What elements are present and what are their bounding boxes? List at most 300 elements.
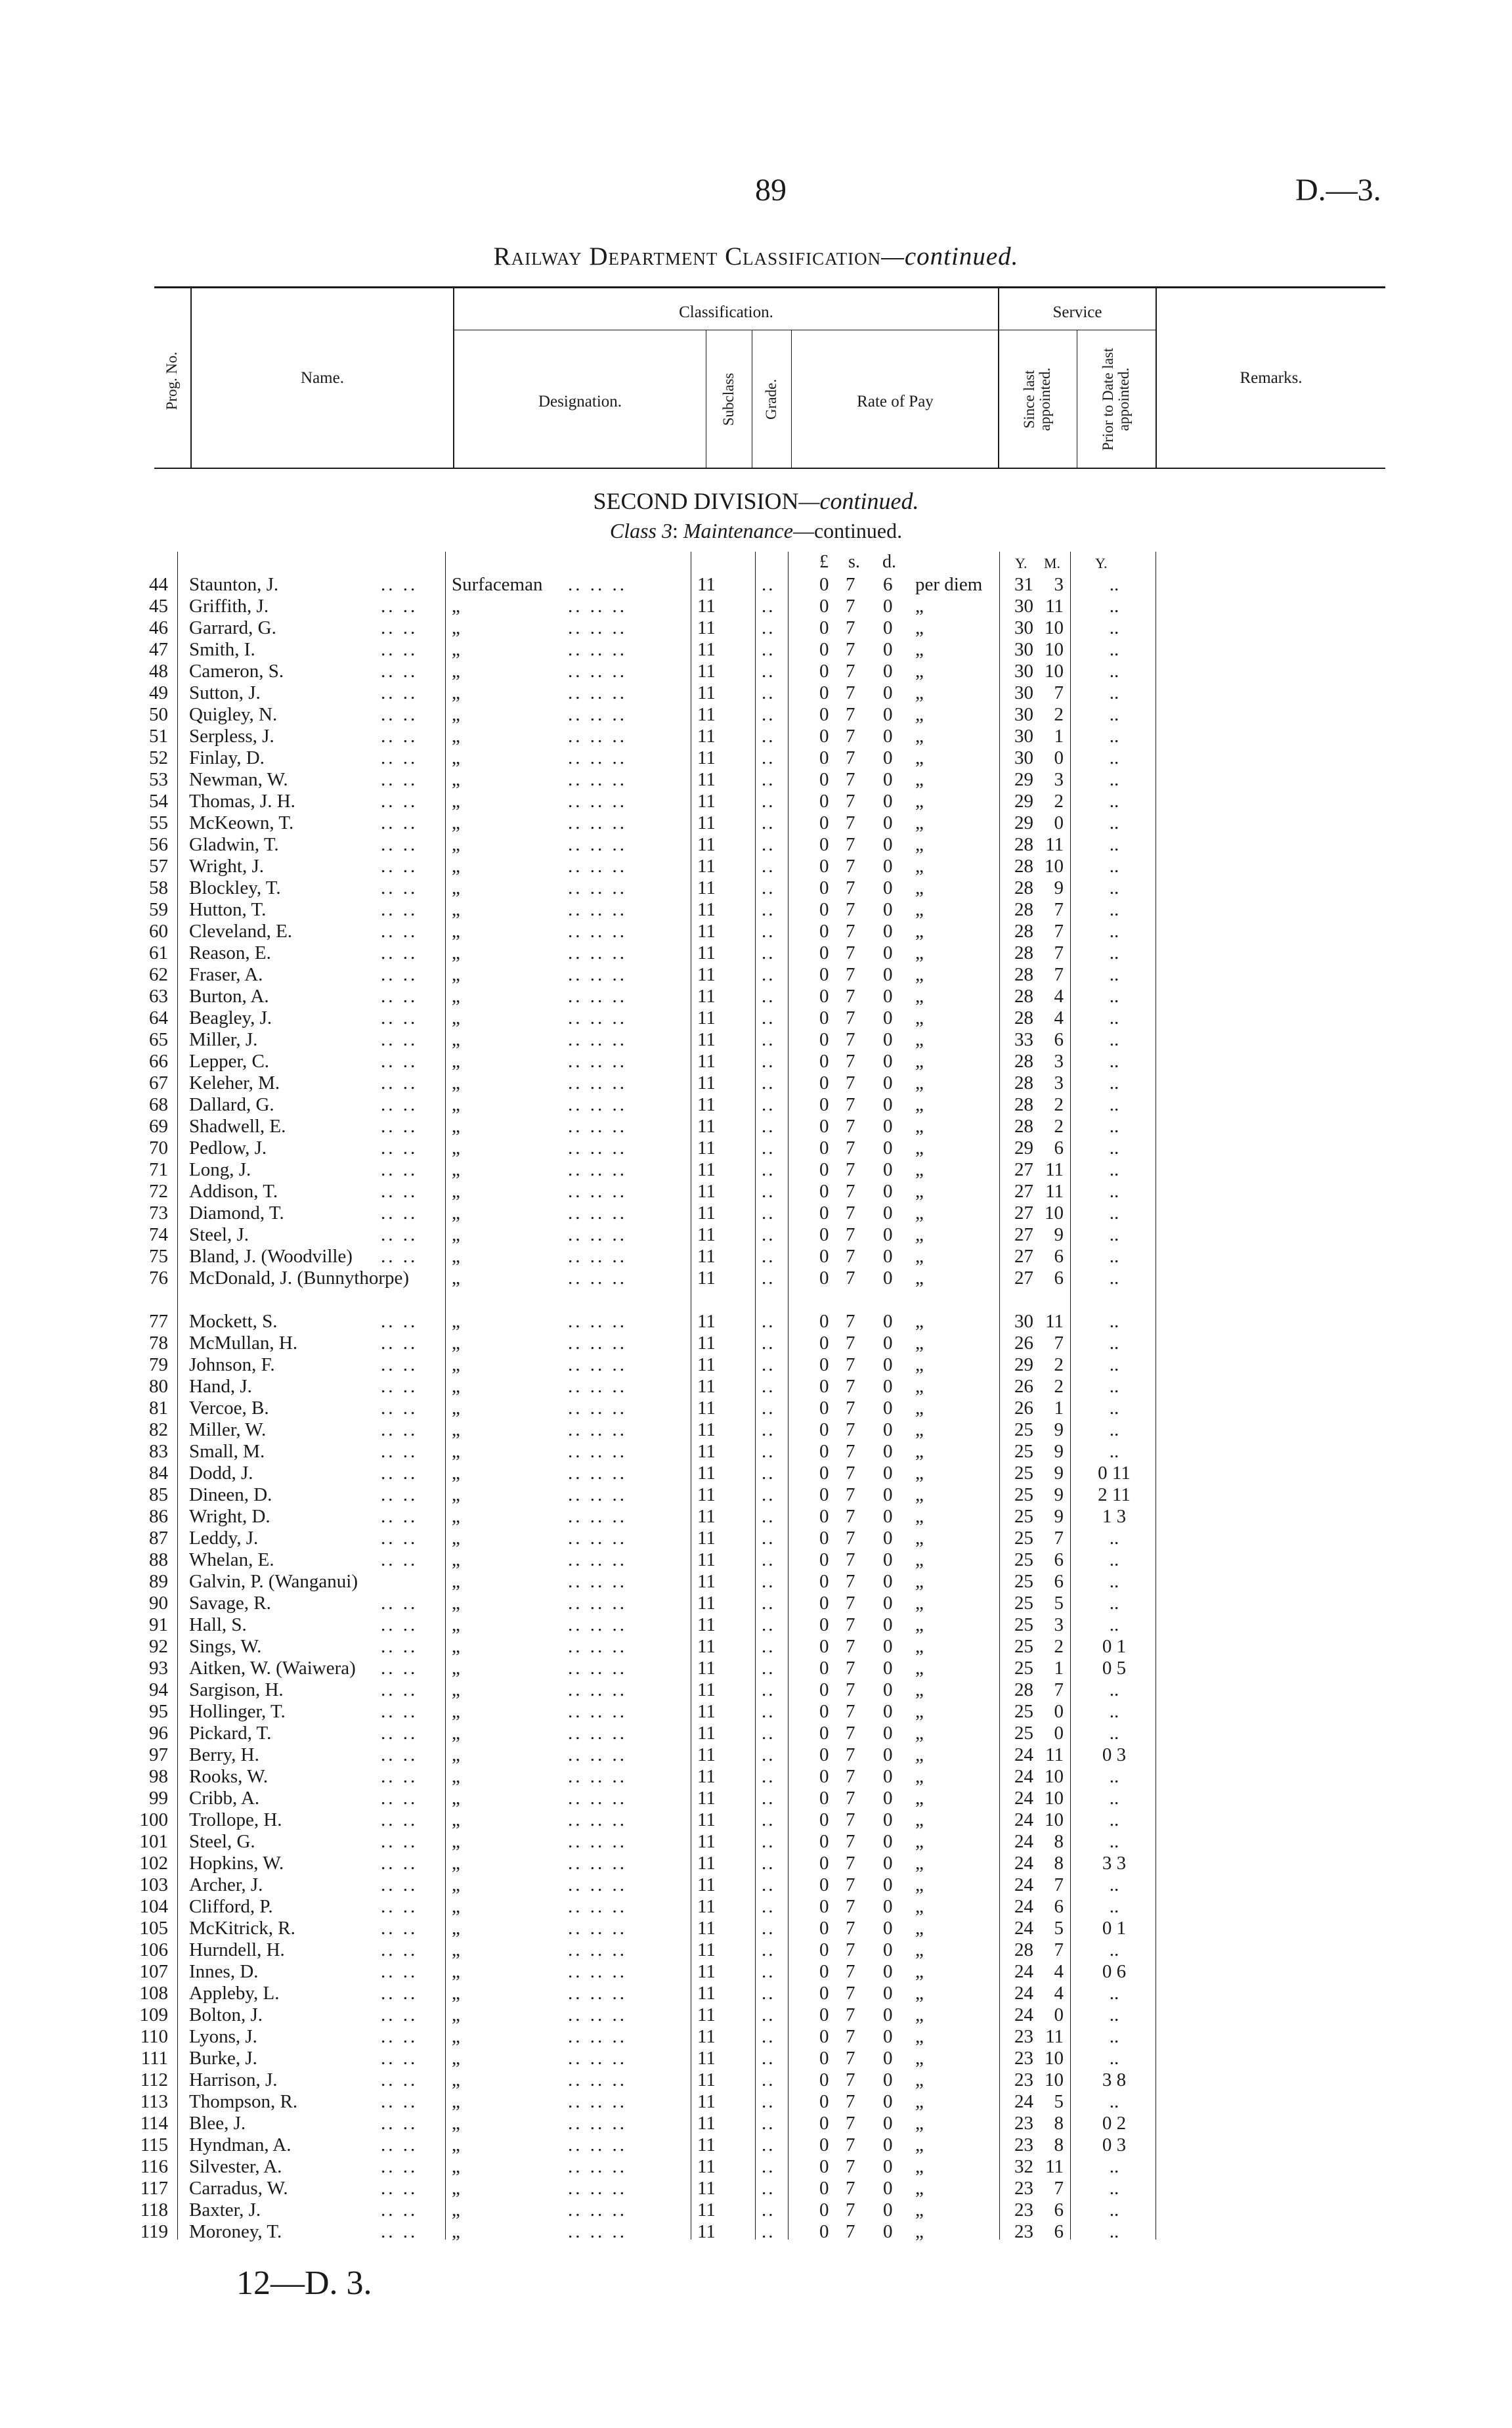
subclass-cell: 11 <box>697 791 716 812</box>
prog-no-cell: 51 <box>149 726 168 747</box>
col-header-classification: Classification. <box>679 303 773 321</box>
leader-dots: .. .. <box>381 661 418 682</box>
pay-per-cell: „ <box>915 1853 924 1874</box>
prog-no-cell: 84 <box>149 1463 168 1484</box>
pay-pence-cell: 0 <box>883 942 893 963</box>
designation-cell: „ <box>452 2178 460 2199</box>
table-row <box>0 1311 1512 1333</box>
leader-dots: .. .. .. <box>568 1679 627 1700</box>
name-cell: Johnson, F. <box>189 1354 275 1375</box>
designation-cell: „ <box>452 1224 460 1245</box>
prior-service-cell: .. <box>1109 1441 1119 1462</box>
service-years-cell: 29 <box>1014 791 1033 812</box>
table-row <box>0 596 1512 617</box>
leader-dots: .. .. <box>381 2156 418 2177</box>
designation-cell: „ <box>452 877 460 898</box>
prog-no-cell: 88 <box>149 1549 168 1570</box>
pay-pence-cell: 6 <box>883 574 893 595</box>
subclass-cell: 11 <box>697 1051 716 1072</box>
pay-shillings-cell: 7 <box>846 1268 855 1289</box>
service-months-cell: 9 <box>1054 1441 1064 1462</box>
prior-service-cell: .. <box>1109 1116 1119 1137</box>
leader-dots: .. .. <box>381 1766 418 1787</box>
subclass-cell: 11 <box>697 2221 716 2242</box>
leader-dots: .. .. .. <box>568 1918 627 1939</box>
name-cell: Pedlow, J. <box>189 1137 267 1159</box>
subclass-cell: 11 <box>697 899 716 920</box>
leader-dots: .. .. .. <box>568 661 627 682</box>
leader-dots: .. .. .. <box>568 2199 627 2220</box>
leader-dots: .. .. <box>381 2069 418 2090</box>
designation-cell: „ <box>452 1419 460 1440</box>
service-months-cell: 2 <box>1054 1116 1064 1137</box>
table-row <box>0 1549 1512 1571</box>
service-months-cell: 9 <box>1054 1506 1064 1527</box>
pay-pounds-cell: 0 <box>819 1983 829 2004</box>
subclass-cell: 11 <box>697 964 716 985</box>
designation-cell: „ <box>452 704 460 725</box>
leader-dots: .. .. .. <box>568 1159 627 1180</box>
pay-pounds-cell: 0 <box>819 1463 829 1484</box>
designation-cell: „ <box>452 1181 460 1202</box>
designation-cell: „ <box>452 1961 460 1982</box>
leader-dots: .. <box>762 2134 775 2155</box>
leader-dots: .. <box>762 1571 775 1592</box>
table-row <box>0 1939 1512 1961</box>
name-cell: Lyons, J. <box>189 2026 257 2047</box>
leader-dots: .. .. .. <box>568 1658 627 1679</box>
pay-shillings-cell: 7 <box>846 1159 855 1180</box>
pay-pounds-cell: 0 <box>819 617 829 638</box>
service-months-cell: 9 <box>1054 1224 1064 1245</box>
service-years-cell: 28 <box>1014 964 1033 985</box>
service-years-cell: 25 <box>1014 1593 1033 1614</box>
name-cell: Burton, A. <box>189 986 269 1007</box>
leader-dots: .. .. <box>381 1831 418 1852</box>
col-header-grade: Grade. <box>762 379 779 420</box>
col-header-designation: Designation. <box>538 393 622 410</box>
subclass-cell: 11 <box>697 639 716 660</box>
subclass-cell: 11 <box>697 1961 716 1982</box>
pay-per-cell: „ <box>915 1137 924 1159</box>
table-row <box>0 1658 1512 1679</box>
pay-shillings-cell: 7 <box>846 1354 855 1375</box>
pay-per-cell: „ <box>915 899 924 920</box>
table-row <box>0 986 1512 1007</box>
prog-no-cell: 62 <box>149 964 168 985</box>
pay-pounds-cell: 0 <box>819 921 829 942</box>
leader-dots: .. <box>762 1939 775 1960</box>
designation-cell: „ <box>452 1874 460 1895</box>
subclass-cell: 11 <box>697 2026 716 2047</box>
pay-shillings-cell: 7 <box>846 1419 855 1440</box>
prog-no-cell: 60 <box>149 921 168 942</box>
leader-dots: .. .. <box>381 2004 418 2025</box>
leader-dots: .. .. <box>381 1636 418 1657</box>
pay-per-cell: „ <box>915 834 924 855</box>
pay-per-cell: „ <box>915 1203 924 1224</box>
subclass-cell: 11 <box>697 1571 716 1592</box>
service-years-cell: 30 <box>1014 617 1033 638</box>
service-months-cell: 7 <box>1054 964 1064 985</box>
service-years-cell: 30 <box>1014 704 1033 725</box>
prog-no-cell: 91 <box>149 1614 168 1635</box>
pay-pence-cell: 0 <box>883 2091 893 2112</box>
leader-dots: .. .. .. <box>568 1744 627 1765</box>
leader-dots: .. <box>762 2221 775 2242</box>
pay-per-cell: „ <box>915 1788 924 1809</box>
designation-cell: „ <box>452 1658 460 1679</box>
page-number: 89 <box>755 173 787 208</box>
pay-shillings-cell: 7 <box>846 1853 855 1874</box>
service-years-cell: 23 <box>1014 2048 1033 2069</box>
service-months-cell: 10 <box>1045 1809 1064 1830</box>
pay-pounds-cell: 0 <box>819 899 829 920</box>
prior-service-cell: 3 8 <box>1102 2069 1127 2090</box>
designation-cell: „ <box>452 1072 460 1093</box>
pay-pounds-cell: 0 <box>819 1896 829 1917</box>
leader-dots: .. .. <box>381 899 418 920</box>
leader-dots: .. .. <box>381 1159 418 1180</box>
service-months-cell: 11 <box>1045 2156 1064 2177</box>
prog-no-cell: 93 <box>149 1658 168 1679</box>
pay-shillings-cell: 7 <box>846 1571 855 1592</box>
leader-dots: .. <box>762 1007 775 1028</box>
service-months-cell: 9 <box>1054 1463 1064 1484</box>
service-months-cell: 9 <box>1054 1484 1064 1505</box>
pay-shillings-cell: 7 <box>846 747 855 768</box>
designation-cell: „ <box>452 1246 460 1267</box>
designation-cell: „ <box>452 1636 460 1657</box>
prog-no-cell: 69 <box>149 1116 168 1137</box>
subclass-cell: 11 <box>697 1918 716 1939</box>
prior-service-cell: .. <box>1109 2221 1119 2242</box>
designation-cell: „ <box>452 1723 460 1744</box>
leader-dots: .. <box>762 1354 775 1375</box>
table-row <box>0 1766 1512 1788</box>
pay-pounds-cell: 0 <box>819 1788 829 1809</box>
leader-dots: .. <box>762 1116 775 1137</box>
designation-cell: „ <box>452 942 460 963</box>
service-months-cell: 6 <box>1054 1246 1064 1267</box>
pay-pence-cell: 0 <box>883 1723 893 1744</box>
leader-dots: .. .. <box>381 574 418 595</box>
service-years-cell: 30 <box>1014 726 1033 747</box>
table-row <box>0 1007 1512 1029</box>
name-cell: Serpless, J. <box>189 726 274 747</box>
name-cell: Vercoe, B. <box>189 1398 269 1419</box>
subclass-cell: 11 <box>697 2091 716 2112</box>
pay-per-cell: „ <box>915 1918 924 1939</box>
service-months-cell: 5 <box>1054 2091 1064 2112</box>
leader-dots: .. .. .. <box>568 704 627 725</box>
pay-per-cell: „ <box>915 1029 924 1050</box>
prior-service-cell: .. <box>1109 2156 1119 2177</box>
pay-pounds-cell: 0 <box>819 726 829 747</box>
leader-dots: .. <box>762 1636 775 1657</box>
leader-dots: .. <box>762 1744 775 1765</box>
pay-per-cell: „ <box>915 1072 924 1093</box>
subclass-cell: 11 <box>697 617 716 638</box>
subclass-cell: 11 <box>697 921 716 942</box>
service-years-cell: 27 <box>1014 1203 1033 1224</box>
leader-dots: .. .. .. <box>568 899 627 920</box>
table-row <box>0 1679 1512 1701</box>
pay-pounds-cell: 0 <box>819 2221 829 2242</box>
designation-cell: „ <box>452 2048 460 2069</box>
pay-shillings-cell: 7 <box>846 1918 855 1939</box>
name-cell: Hopkins, W. <box>189 1853 284 1874</box>
prior-service-cell: .. <box>1109 1246 1119 1267</box>
service-years-cell: 28 <box>1014 1679 1033 1700</box>
name-cell: Burke, J. <box>189 2048 257 2069</box>
leader-dots: .. .. .. <box>568 1506 627 1527</box>
pay-pence-cell: 0 <box>883 1094 893 1115</box>
leader-dots: .. .. .. <box>568 574 627 595</box>
prog-no-cell: 76 <box>149 1268 168 1289</box>
pay-pounds-cell: 0 <box>819 1853 829 1874</box>
service-years-cell: 30 <box>1014 747 1033 768</box>
leader-dots: .. .. <box>381 1072 418 1093</box>
service-months-cell: 10 <box>1045 1788 1064 1809</box>
pay-shillings-cell: 7 <box>846 1029 855 1050</box>
prior-service-cell: .. <box>1109 1029 1119 1050</box>
pay-shillings-cell: 7 <box>846 1484 855 1505</box>
leader-dots: .. .. <box>381 1593 418 1614</box>
pay-pence-cell: 0 <box>883 1311 893 1332</box>
designation-cell: „ <box>452 2221 460 2242</box>
leader-dots: .. .. <box>381 1506 418 1527</box>
designation-cell: „ <box>452 1311 460 1332</box>
leader-dots: .. .. <box>381 1137 418 1159</box>
service-years-cell: 25 <box>1014 1658 1033 1679</box>
service-months-cell: 10 <box>1045 2069 1064 2090</box>
pay-shillings-cell: 7 <box>846 1072 855 1093</box>
leader-dots: .. <box>762 1593 775 1614</box>
leader-dots: .. .. .. <box>568 1484 627 1505</box>
prior-service-cell: .. <box>1109 2178 1119 2199</box>
pay-per-cell: „ <box>915 791 924 812</box>
name-cell: Newman, W. <box>189 769 288 790</box>
prog-no-cell: 52 <box>149 747 168 768</box>
name-cell: McDonald, J. (Bunnythorpe) <box>189 1268 410 1289</box>
name-cell: Griffith, J. <box>189 596 269 617</box>
staff-table-body <box>0 574 1512 2243</box>
leader-dots: .. <box>762 1268 775 1289</box>
pay-pounds-cell: 0 <box>819 2156 829 2177</box>
prior-service-cell: .. <box>1109 661 1119 682</box>
prior-service-cell: .. <box>1109 834 1119 855</box>
table-row <box>0 2221 1512 2243</box>
subclass-cell: 11 <box>697 1246 716 1267</box>
leader-dots: .. .. .. <box>568 682 627 703</box>
pay-pounds-cell: 0 <box>819 2113 829 2134</box>
pay-per-cell: „ <box>915 1658 924 1679</box>
service-months-cell: 11 <box>1045 834 1064 855</box>
table-row <box>0 726 1512 747</box>
name-cell: Dodd, J. <box>189 1463 253 1484</box>
table-row <box>0 1918 1512 1939</box>
prog-no-cell: 55 <box>149 812 168 833</box>
prog-no-cell: 77 <box>149 1311 168 1332</box>
name-cell: Aitken, W. (Waiwera) <box>189 1658 356 1679</box>
leader-dots: .. .. .. <box>568 1441 627 1462</box>
designation-cell: „ <box>452 2134 460 2155</box>
prog-no-cell: 105 <box>139 1918 168 1939</box>
subclass-cell: 11 <box>697 1007 716 1028</box>
leader-dots: .. <box>762 1137 775 1159</box>
table-row <box>0 639 1512 661</box>
service-months-cell: 8 <box>1054 1831 1064 1852</box>
service-months-cell: 0 <box>1054 2004 1064 2025</box>
prog-no-cell: 64 <box>149 1007 168 1028</box>
subclass-cell: 11 <box>697 856 716 877</box>
pay-shillings-cell: 7 <box>846 2113 855 2134</box>
pay-shillings-cell: 7 <box>846 1007 855 1028</box>
name-cell: Garrard, G. <box>189 617 276 638</box>
designation-cell: „ <box>452 2156 460 2177</box>
table-row <box>0 574 1512 596</box>
service-months-cell: 2 <box>1054 1094 1064 1115</box>
leader-dots: .. <box>762 1658 775 1679</box>
leader-dots: .. .. .. <box>568 2004 627 2025</box>
designation-cell: „ <box>452 1896 460 1917</box>
prior-service-cell: .. <box>1109 1203 1119 1224</box>
table-row <box>0 791 1512 812</box>
table-row <box>0 921 1512 942</box>
table-row <box>0 1614 1512 1636</box>
prior-service-cell: .. <box>1109 1051 1119 1072</box>
prog-no-cell: 78 <box>149 1333 168 1354</box>
service-months-cell: 7 <box>1054 1874 1064 1895</box>
service-years-cell: 23 <box>1014 2026 1033 2047</box>
leader-dots: .. .. .. <box>568 617 627 638</box>
service-years-cell: 26 <box>1014 1376 1033 1397</box>
leader-dots: .. .. <box>381 1983 418 2004</box>
pay-per-cell: „ <box>915 1441 924 1462</box>
pay-pence-cell: 0 <box>883 1224 893 1245</box>
leader-dots: .. .. .. <box>568 2156 627 2177</box>
prog-no-cell: 53 <box>149 769 168 790</box>
designation-cell: „ <box>452 834 460 855</box>
pay-pounds-cell: 0 <box>819 574 829 595</box>
prog-no-cell: 102 <box>139 1853 168 1874</box>
service-months-cell: 2 <box>1054 704 1064 725</box>
division-name: SECOND DIVISION <box>593 488 799 514</box>
name-cell: Hall, S. <box>189 1614 247 1635</box>
table-row <box>0 1853 1512 1874</box>
designation-cell: „ <box>452 1831 460 1852</box>
pay-pence-cell: 0 <box>883 921 893 942</box>
name-cell: Small, M. <box>189 1441 265 1462</box>
pay-per-cell: „ <box>915 1484 924 1505</box>
leader-dots: .. .. <box>381 726 418 747</box>
service-years-cell: 28 <box>1014 986 1033 1007</box>
prior-service-cell: 0 1 <box>1102 1918 1127 1939</box>
leader-dots: .. .. <box>381 704 418 725</box>
leader-dots: .. .. .. <box>568 856 627 877</box>
subclass-cell: 11 <box>697 877 716 898</box>
prog-no-cell: 99 <box>149 1788 168 1809</box>
service-months-cell: 7 <box>1054 899 1064 920</box>
running-title-continued: —continued. <box>881 242 1019 271</box>
designation-cell: „ <box>452 1766 460 1787</box>
subclass-cell: 11 <box>697 596 716 617</box>
pay-per-cell: „ <box>915 1007 924 1028</box>
pay-pence-cell: 0 <box>883 1376 893 1397</box>
prog-no-cell: 104 <box>139 1896 168 1917</box>
pay-pounds-cell: 0 <box>819 1159 829 1180</box>
subclass-cell: 11 <box>697 2004 716 2025</box>
unit-pound: £ <box>819 552 829 572</box>
subclass-cell: 11 <box>697 1203 716 1224</box>
service-months-cell: 4 <box>1054 1983 1064 2004</box>
leader-dots: .. <box>762 1376 775 1397</box>
pay-shillings-cell: 7 <box>846 856 855 877</box>
prog-no-cell: 94 <box>149 1679 168 1700</box>
pay-per-cell: „ <box>915 2113 924 2134</box>
leader-dots: .. .. .. <box>568 1614 627 1635</box>
leader-dots: .. <box>762 1983 775 2004</box>
table-row <box>0 1723 1512 1744</box>
table-row <box>0 1268 1512 1311</box>
class-name: Maintenance <box>683 519 793 542</box>
prior-service-cell: .. <box>1109 2026 1119 2047</box>
prior-service-cell: .. <box>1109 1398 1119 1419</box>
designation-cell: „ <box>452 1333 460 1354</box>
prog-no-cell: 119 <box>140 2221 168 2242</box>
designation-cell: „ <box>452 1701 460 1722</box>
leader-dots: .. <box>762 704 775 725</box>
col-header-rate-of-pay: Rate of Pay <box>857 393 934 410</box>
subclass-cell: 11 <box>697 1896 716 1917</box>
service-years-cell: 27 <box>1014 1246 1033 1267</box>
service-years-cell: 27 <box>1014 1268 1033 1289</box>
pay-pence-cell: 0 <box>883 1658 893 1679</box>
pay-shillings-cell: 7 <box>846 726 855 747</box>
pay-pounds-cell: 0 <box>819 1679 829 1700</box>
pay-pounds-cell: 0 <box>819 1268 829 1289</box>
pay-shillings-cell: 7 <box>846 1831 855 1852</box>
leader-dots: .. .. <box>381 1484 418 1505</box>
table-row <box>0 1831 1512 1853</box>
service-months-cell: 10 <box>1045 1203 1064 1224</box>
leader-dots: .. .. .. <box>568 1072 627 1093</box>
designation-cell: „ <box>452 1788 460 1809</box>
pay-per-cell: „ <box>915 1744 924 1765</box>
prior-service-cell: .. <box>1109 812 1119 833</box>
prior-service-cell: .. <box>1109 1831 1119 1852</box>
pay-pence-cell: 0 <box>883 769 893 790</box>
col-header-prog-no: Prog. No. <box>163 351 180 410</box>
pay-pence-cell: 0 <box>883 2026 893 2047</box>
pay-pence-cell: 0 <box>883 2069 893 2090</box>
service-years-cell: 29 <box>1014 1354 1033 1375</box>
leader-dots: .. .. .. <box>568 1398 627 1419</box>
service-years-cell: 24 <box>1014 1788 1033 1809</box>
pay-pounds-cell: 0 <box>819 747 829 768</box>
prior-service-cell: .. <box>1109 1766 1119 1787</box>
pay-pounds-cell: 0 <box>819 1506 829 1527</box>
service-years-cell: 24 <box>1014 1896 1033 1917</box>
prog-no-cell: 110 <box>140 2026 168 2047</box>
pay-per-cell: „ <box>915 704 924 725</box>
unit-prior-years: Y. <box>1095 555 1108 571</box>
name-cell: Cleveland, E. <box>189 921 293 942</box>
service-years-cell: 28 <box>1014 877 1033 898</box>
prior-service-cell: .. <box>1109 1007 1119 1028</box>
leader-dots: .. .. <box>381 1788 418 1809</box>
